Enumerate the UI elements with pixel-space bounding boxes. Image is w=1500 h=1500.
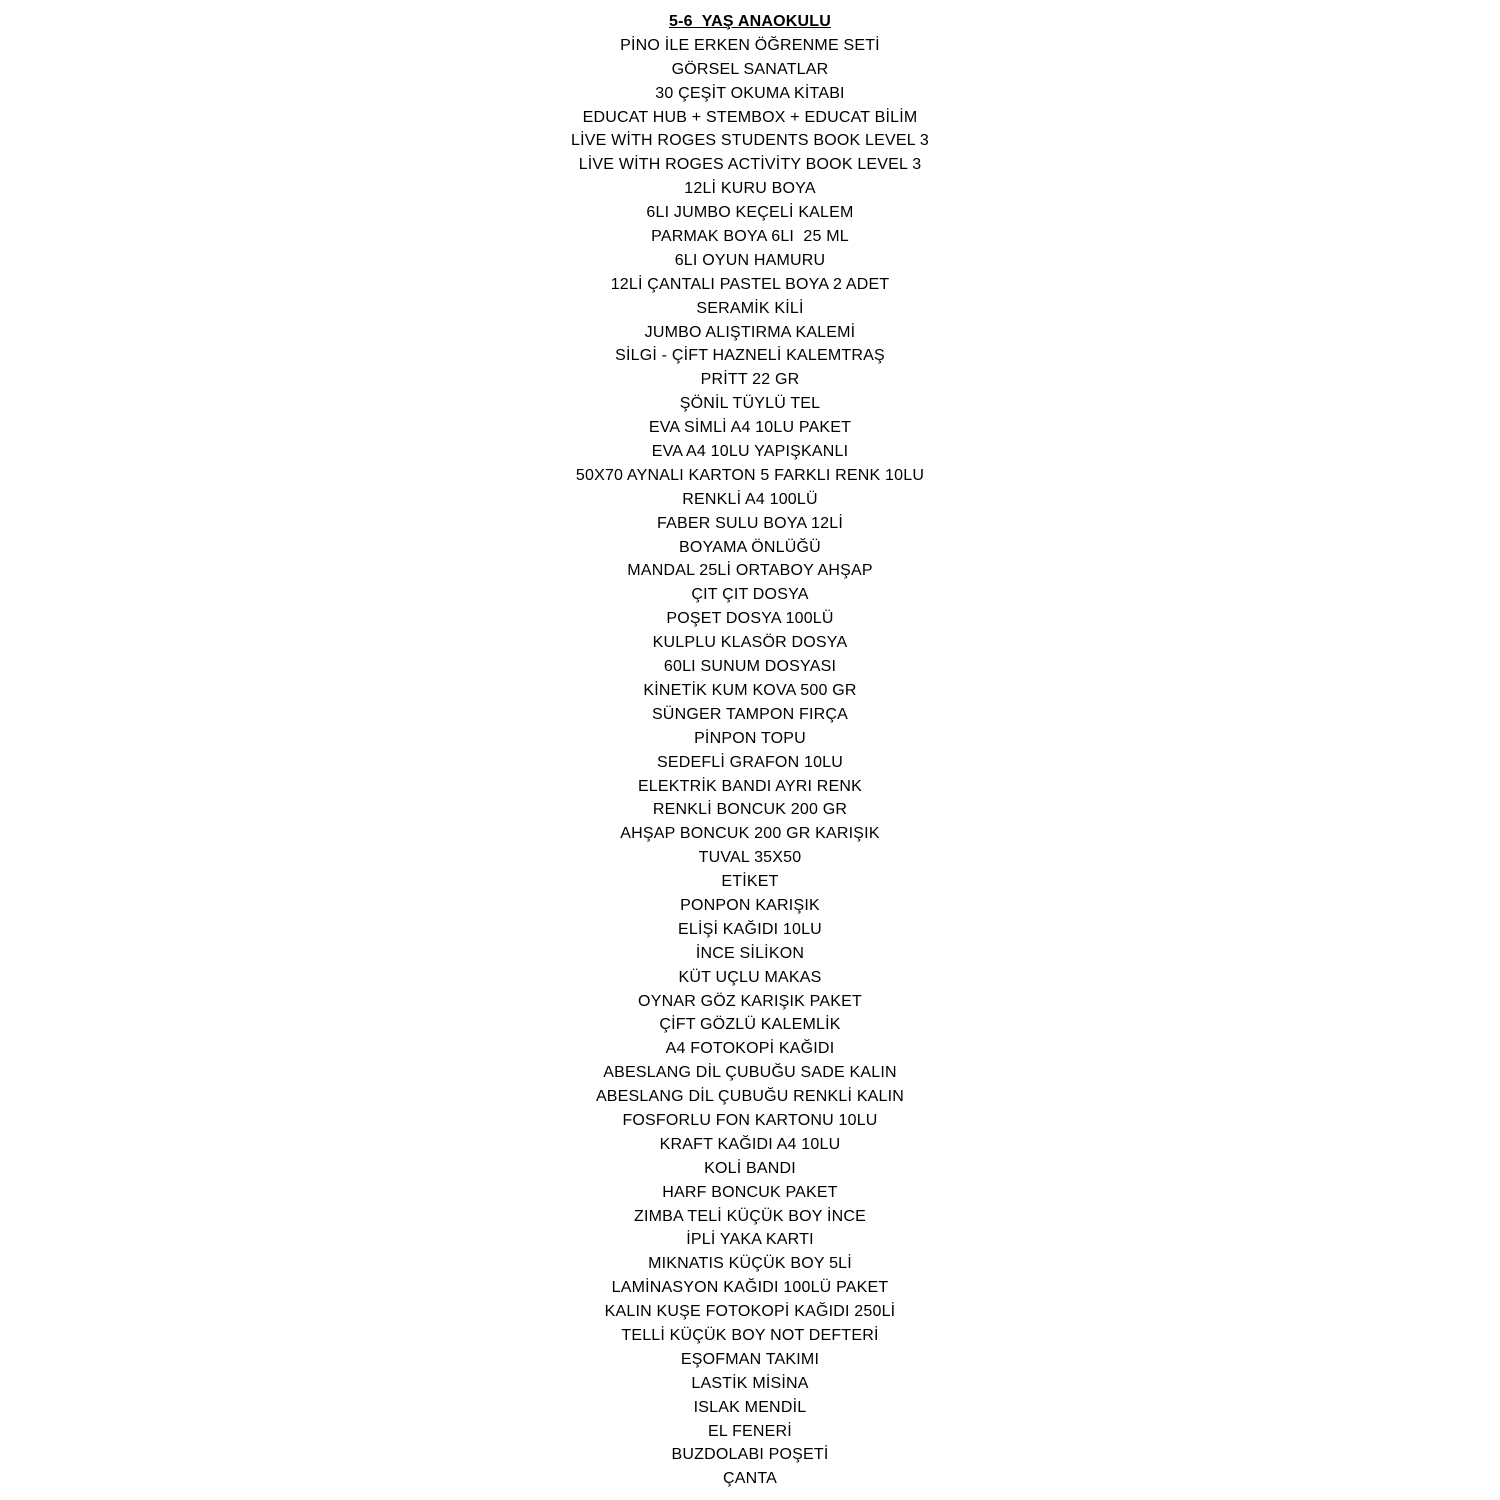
list-item: A4 FOTOKOPİ KAĞIDI (665, 1040, 835, 1058)
list-item: 6LI JUMBO KEÇELİ KALEM (646, 204, 854, 222)
list-item: EVA A4 10LU YAPIŞKANLI (651, 443, 849, 461)
list-item: ISLAK MENDİL (693, 1398, 807, 1416)
list-item: LİVE WİTH ROGES ACTİVİTY BOOK LEVEL 3 (578, 156, 922, 174)
list-item: İNCE SİLİKON (695, 944, 805, 962)
list-item: RENKLİ BONCUK 200 GR (652, 801, 848, 819)
list-item: LİVE WİTH ROGES STUDENTS BOOK LEVEL 3 (570, 132, 929, 150)
list-item: MIKNATIS KÜÇÜK BOY 5Lİ (648, 1255, 852, 1273)
list-item: SÜNGER TAMPON FIRÇA (651, 705, 849, 723)
list-item: ÇIT ÇIT DOSYA (691, 586, 809, 604)
list-item: EDUCAT HUB + STEMBOX + EDUCAT BİLİM (582, 108, 918, 126)
list-item: KİNETİK KUM KOVA 500 GR (643, 681, 857, 699)
list-item: LAMİNASYON KAĞIDI 100LÜ PAKET (611, 1279, 889, 1297)
list-item: ABESLANG DİL ÇUBUĞU SADE KALIN (603, 1064, 897, 1082)
list-item: PİNPON TOPU (694, 729, 806, 747)
list-item: 6LI OYUN HAMURU (674, 251, 826, 269)
document-title: 5-6 YAŞ ANAOKULU (669, 13, 831, 30)
list-item: POŞET DOSYA 100LÜ (666, 610, 834, 628)
list-item: İPLİ YAKA KARTI (686, 1231, 814, 1249)
list-item: OYNAR GÖZ KARIŞIK PAKET (638, 992, 862, 1010)
list-item: PRİTT 22 GR (700, 371, 800, 389)
list-item: EL FENERİ (708, 1422, 792, 1440)
list-item: KULPLU KLASÖR DOSYA (652, 634, 848, 652)
list-item: KÜT UÇLU MAKAS (678, 968, 822, 986)
supply-list-document (0, 10, 1500, 1491)
list-item: ETİKET (721, 873, 779, 891)
list-item: EŞOFMAN TAKIMI (680, 1350, 820, 1368)
list-item: FOSFORLU FON KARTONU 10LU (622, 1111, 878, 1129)
list-item: KALIN KUŞE FOTOKOPİ KAĞIDI 250Lİ (604, 1303, 896, 1321)
list-item: TUVAL 35X50 (698, 849, 802, 867)
list-item: EVA SİMLİ A4 10LU PAKET (648, 419, 852, 437)
list-item: MANDAL 25Lİ ORTABOY AHŞAP (627, 562, 873, 580)
list-item: PİNO İLE ERKEN ÖĞRENME SETİ (620, 36, 880, 54)
list-item: PONPON KARIŞIK (680, 896, 820, 914)
supply-list (0, 34, 1500, 1491)
list-item: KRAFT KAĞIDI A4 10LU (659, 1135, 841, 1153)
list-item: 60LI SUNUM DOSYASI (663, 658, 837, 676)
list-item: BOYAMA ÖNLÜĞÜ (679, 538, 821, 556)
list-item: KOLİ BANDI (704, 1159, 796, 1177)
list-item: ZIMBA TELİ KÜÇÜK BOY İNCE (633, 1207, 867, 1225)
list-item: JUMBO ALIŞTIRMA KALEMİ (644, 323, 856, 341)
list-item: BUZDOLABI POŞETİ (671, 1446, 829, 1464)
list-item: 12Lİ ÇANTALI PASTEL BOYA 2 ADET (610, 275, 890, 293)
list-item: PARMAK BOYA 6LI 25 ML (651, 228, 849, 246)
list-item: SERAMİK KİLİ (696, 299, 804, 317)
list-item: LASTİK MİSİNA (691, 1374, 809, 1392)
list-item: GÖRSEL SANATLAR (671, 60, 829, 78)
list-item: SEDEFLİ GRAFON 10LU (656, 753, 844, 771)
list-item: FABER SULU BOYA 12Lİ (656, 514, 843, 532)
list-item: AHŞAP BONCUK 200 GR KARIŞIK (620, 825, 880, 843)
list-item: SİLGİ - ÇİFT HAZNELİ KALEMTRAŞ (615, 347, 885, 365)
list-item: HARF BONCUK PAKET (662, 1183, 838, 1201)
list-item: 50X70 AYNALI KARTON 5 FARKLI RENK 10LU (575, 466, 925, 484)
list-item: ELEKTRİK BANDI AYRI RENK (637, 777, 863, 795)
list-item: RENKLİ A4 100LÜ (682, 490, 818, 508)
list-item: 30 ÇEŞİT OKUMA KİTABI (655, 84, 845, 102)
list-item: ÇİFT GÖZLÜ KALEMLİK (659, 1016, 841, 1034)
list-item: ŞÖNİL TÜYLÜ TEL (679, 395, 821, 413)
list-item: 12Lİ KURU BOYA (684, 180, 816, 198)
list-item: TELLİ KÜÇÜK BOY NOT DEFTERİ (621, 1326, 879, 1344)
list-item: ABESLANG DİL ÇUBUĞU RENKLİ KALIN (595, 1088, 905, 1106)
list-item: ÇANTA (722, 1470, 778, 1488)
list-item: ELİŞİ KAĞIDI 10LU (678, 920, 822, 938)
